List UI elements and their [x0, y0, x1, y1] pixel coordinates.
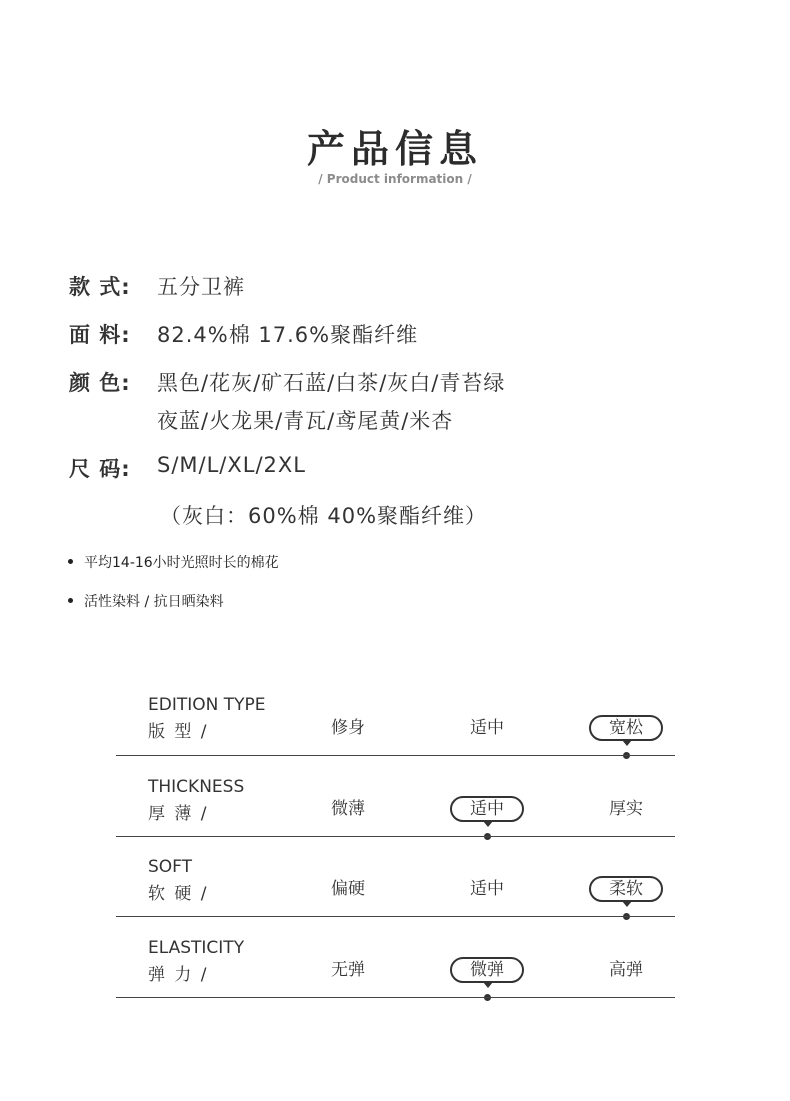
bullet-text: 活性染料 / 抗日晒染料 [84, 594, 224, 610]
bullet-text: 平均14-16小时光照时长的棉花 [84, 555, 279, 571]
color-value-line1: 黑色/花灰/矿石蓝/白茶/灰白/青苔绿 [157, 371, 506, 395]
option-medium: 适中 [450, 796, 524, 822]
option-thin: 微薄 [331, 799, 365, 819]
option-no-stretch: 无弹 [331, 960, 365, 980]
attribute-label-en: ELASTICITY [148, 938, 245, 958]
list-item [68, 552, 279, 572]
attribute-label-en: THICKNESS [148, 777, 245, 797]
attribute-row-softness [116, 836, 675, 917]
option-regular: 适中 [470, 718, 504, 738]
attribute-label-en: EDITION TYPE [148, 695, 266, 715]
attribute-row-thickness [116, 756, 675, 837]
attribute-row-elasticity [116, 917, 675, 998]
color-label: 颜 色: [69, 371, 131, 395]
page-title: 产品信息 [306, 127, 483, 171]
page-subtitle: / Product information / [318, 172, 472, 186]
bullet-icon [68, 559, 73, 564]
option-high-stretch: 高弹 [609, 960, 643, 980]
attribute-row-edition-type [116, 675, 675, 756]
size-label: 尺 码: [69, 457, 131, 481]
bullet-icon [68, 598, 73, 603]
option-hard: 偏硬 [331, 879, 365, 899]
fabric-note: （灰白：60%棉 40%聚酯纤维） [160, 504, 488, 528]
attribute-label-cn: 厚 薄 / [148, 804, 209, 824]
option-loose: 宽松 [589, 715, 663, 741]
fabric-value: 82.4%棉 17.6%聚酯纤维 [157, 323, 419, 347]
option-soft: 柔软 [589, 876, 663, 902]
attribute-label-cn: 版 型 / [148, 722, 209, 742]
option-slight-stretch: 微弹 [450, 957, 524, 983]
option-slim: 修身 [331, 718, 365, 738]
style-label: 款 式: [69, 275, 131, 299]
size-value: S/M/L/XL/2XL [157, 453, 306, 477]
fabric-label: 面 料: [69, 323, 131, 347]
attribute-label-cn: 弹 力 / [148, 965, 209, 985]
list-item [68, 591, 224, 611]
option-thick: 厚实 [609, 799, 643, 819]
row-divider [116, 997, 675, 998]
option-medium: 适中 [470, 879, 504, 899]
color-value-line2: 夜蓝/火龙果/青瓦/鸢尾黄/米杏 [157, 409, 454, 433]
attribute-label-cn: 软 硬 / [148, 884, 209, 904]
style-value: 五分卫裤 [157, 275, 245, 299]
attribute-label-en: SOFT [148, 857, 193, 877]
